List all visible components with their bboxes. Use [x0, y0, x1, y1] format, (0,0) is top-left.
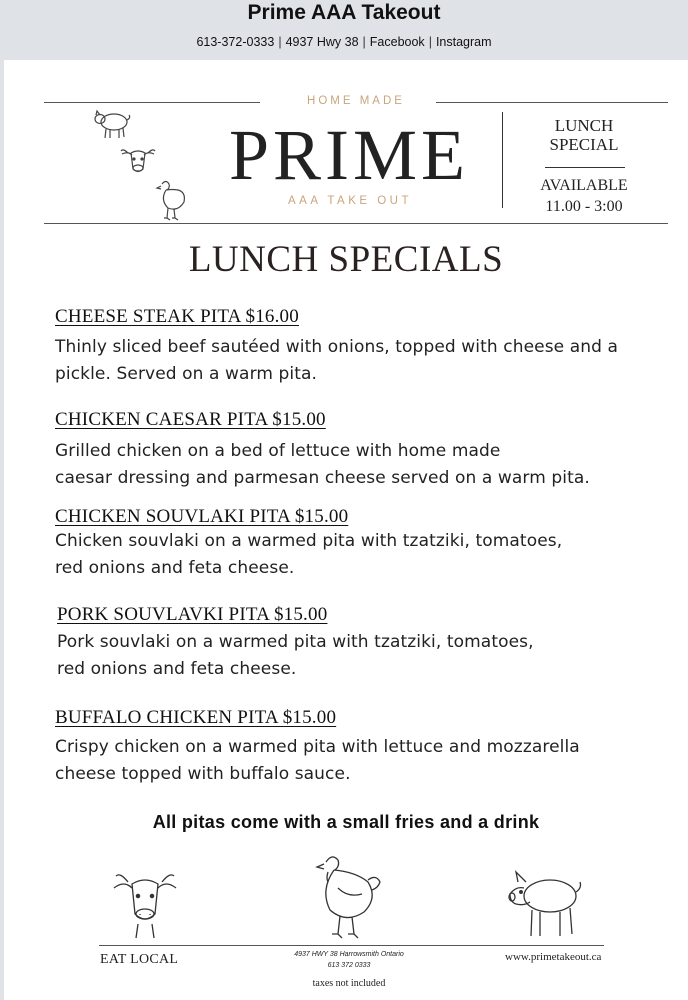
description-line: pickle. Served on a warm pita.: [55, 364, 318, 384]
facebook-link[interactable]: Facebook: [369, 35, 425, 49]
description-line: Crispy chicken on a warmed pita with lettuce and mozzarella: [55, 737, 580, 757]
sides-note: All pitas come with a small fries and a drink: [152, 812, 540, 832]
chicken-icon: [312, 852, 384, 944]
description-line: Pork souvlaki on a warmed pita with tzatziki, tomatoes,: [57, 632, 534, 652]
brand-logo: PRIME: [228, 115, 470, 195]
description-line: caesar dressing and parmesan cheese served on a warm pita.: [55, 468, 590, 488]
site-header: [0, 0, 688, 60]
description-line: Grilled chicken on a bed of lettuce with home made: [55, 441, 501, 461]
page-title: LUNCH SPECIALS: [188, 239, 504, 280]
cow-icon: [110, 868, 180, 940]
menu-item-name: CHICKEN SOUVLAKI PITA $15.00: [55, 506, 349, 527]
header-divider: [502, 112, 503, 208]
eat-local-label: EAT LOCAL: [100, 952, 179, 967]
menu-item-description: [55, 334, 618, 388]
pig-icon: [92, 106, 132, 142]
description-line: Thinly sliced beef sautéed with onions, topped with cheese and a: [55, 337, 619, 357]
description-line: red onions and feta cheese.: [55, 558, 295, 578]
separator: |: [278, 35, 282, 49]
taxes-note: taxes not included: [312, 978, 386, 989]
chicken-icon: [152, 178, 188, 222]
menu-item-name: PORK SOUVLAVKI PITA $15.00: [57, 604, 328, 625]
phone-link[interactable]: 613-372-0333: [196, 35, 275, 49]
lunch-special-label: [524, 116, 644, 154]
lunch-special-rule: [545, 167, 625, 168]
availability: [524, 175, 644, 217]
instagram-link[interactable]: Instagram: [435, 35, 492, 49]
contact-links: [0, 34, 688, 50]
website-url: www.primetakeout.ca: [505, 951, 602, 963]
description-line: Chicken souvlaki on a warmed pita with tzatziki, tomatoes,: [55, 531, 563, 551]
footer-rule: [99, 945, 604, 946]
lunch-special-line2: SPECIAL: [549, 135, 619, 154]
description-line: cheese topped with buffalo sauce.: [55, 764, 351, 784]
lunch-special-line1: LUNCH: [554, 116, 614, 135]
home-made-label: HOME MADE: [307, 95, 405, 107]
phone-line: 613 372 0333: [327, 962, 371, 969]
header-rule-left: [44, 102, 260, 103]
aaa-takeout-label: AAA TAKE OUT: [287, 195, 413, 207]
separator: |: [428, 35, 432, 49]
footer-address: [274, 949, 424, 971]
available-label: AVAILABLE: [540, 177, 628, 194]
menu-item-description: [57, 629, 534, 683]
menu-item-name: CHEESE STEAK PITA $16.00: [55, 306, 299, 327]
address-link[interactable]: 4937 Hwy 38: [285, 35, 359, 49]
hours-text: 11.00 - 3:00: [545, 198, 623, 215]
menu-item-name: CHICKEN CAESAR PITA $15.00: [55, 409, 326, 430]
menu-item-name: BUFFALO CHICKEN PITA $15.00: [55, 707, 337, 728]
site-title: Prime AAA Takeout: [247, 1, 441, 24]
menu-item-description: [55, 528, 562, 582]
menu-item-description: [55, 734, 580, 788]
description-line: red onions and feta cheese.: [57, 659, 297, 679]
separator: |: [362, 35, 366, 49]
header-rule-right: [436, 102, 668, 103]
address-line: 4937 HWY 38 Harrowsmith Ontario: [294, 951, 404, 958]
pig-icon: [504, 866, 584, 942]
menu-image: [4, 60, 688, 1000]
header-rule-bottom: [44, 223, 668, 224]
menu-item-description: [55, 438, 590, 492]
